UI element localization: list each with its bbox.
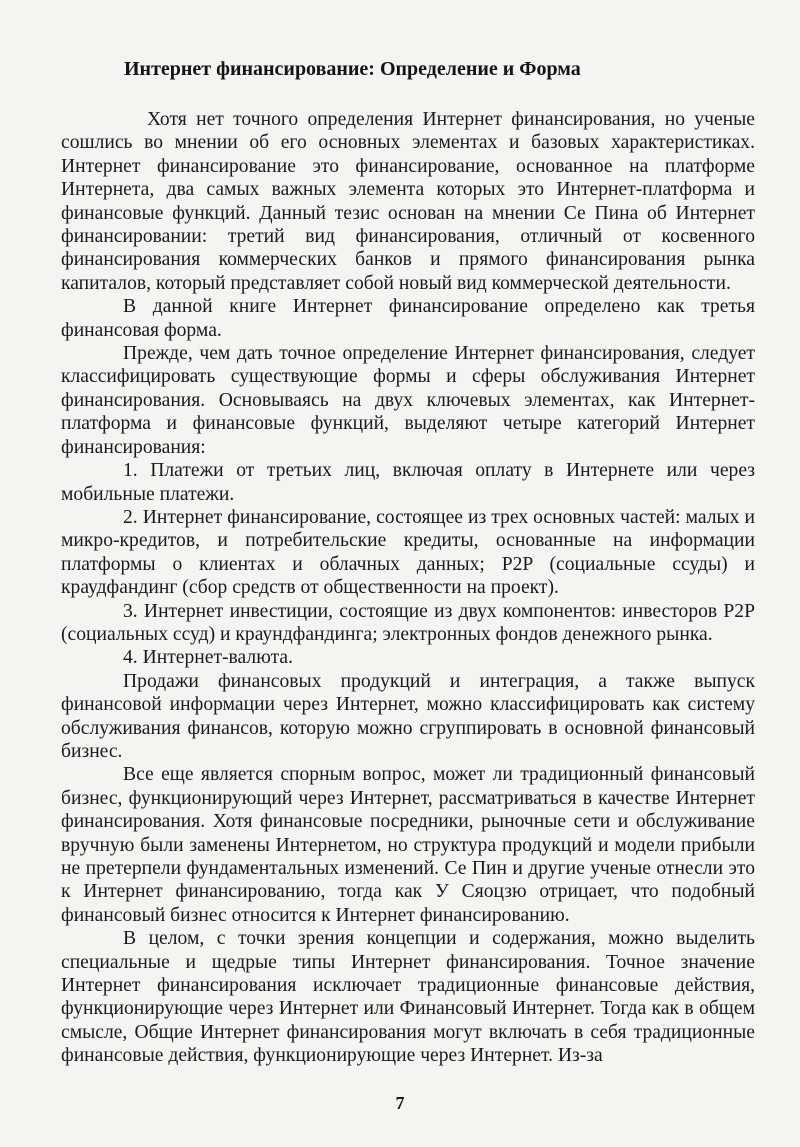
paragraph-conclusion: В целом, с точки зрения концепции и содержания, можно выделить специальные и щедрые типы Интернет финансирования. Точное значение Интернет финансирования исключает традиционные финансовые действия, функционирующие через Интернет или Финансовый Интернет. Тогда как в общем смысле, Общие Интернет финансирования могут включать в себя традиционные финансовые действия, функционирующие через Интернет. Из-за bbox=[61, 928, 755, 1067]
body-text bbox=[61, 108, 755, 1068]
paragraph-sales: Продажи финансовых продукций и интеграция, а также выпуск финансовой информации через Интернет, можно классифицировать как систему обслуживания финансов, которую можно сгруппировать в основной финансовый бизнес. bbox=[61, 670, 755, 762]
page-number: 7 bbox=[395, 1093, 405, 1113]
paragraph-intro: Хотя нет точного определения Интернет финансирования, но ученые сошлись во мнении об его основных элементах и базовых характеристиках. Интернет финансирование это финансирование, основанное на платформе Интернета, два самых важных элемента которых это Интернет-платформа и финансовые функций. Данный тезис основан на мнении Се Пина об Интернет финансировании: третий вид финансирования, отличный от косвенного финансирования коммерческих банков и прямого финансирования рынка капиталов, который представляет собой новый вид коммерческой деятельности. bbox=[61, 109, 755, 294]
page-title: Интернет финансирование: Определение и Форма bbox=[124, 58, 581, 80]
paragraph-debate: Все еще является спорным вопрос, может ли традиционный финансовый бизнес, функционирующий через Интернет, рассматриваться в качестве Интернет финансирования. Хотя финансовые посредники, рыночные сети и обслуживание вручную были заменены Интернетом, но структура продукций и модели прибыли не претерпели фундаментальных изменений. Се Пин и другие ученые отнесли это к Интернет финансированию, тогда как У Сяоцзю отрицает, что подобный финансовый бизнес относится к Интернет финансированию. bbox=[61, 764, 755, 926]
paragraph-definition: В данной книге Интернет финансирование определено как третья финансовая форма. bbox=[61, 296, 755, 341]
list-item-payments: 1. Платежи от третьих лиц, включая оплату в Интернете или через мобильные платежи. bbox=[61, 460, 755, 505]
list-item-investments: 3. Интернет инвестиции, состоящие из двух компонентов: инвесторов P2P (социальных ссуд) и краундфандинга; электронных фондов денежного рынка. bbox=[61, 600, 755, 645]
list-item-currency: 4. Интернет-валюта. bbox=[123, 647, 293, 669]
list-item-financing: 2. Интернет финансирование, состоящее из трех основных частей: малых и микро-кредитов, и потребительские кредиты, основанные на информации платформы о клиентах и облачных данных; P2P (социальные ссуды) и краудфандинг (сбор средств от общественности на проект). bbox=[61, 506, 755, 599]
paragraph-classification: Прежде, чем дать точное определение Интернет финансирования, следует классифицировать существующие формы и сферы обслуживания Интернет финансирования. Основываясь на двух ключевых элементах, как Интернет-платформа и финансовые функций, выделяют четыре категорий Интернет финансирования: bbox=[61, 343, 755, 458]
